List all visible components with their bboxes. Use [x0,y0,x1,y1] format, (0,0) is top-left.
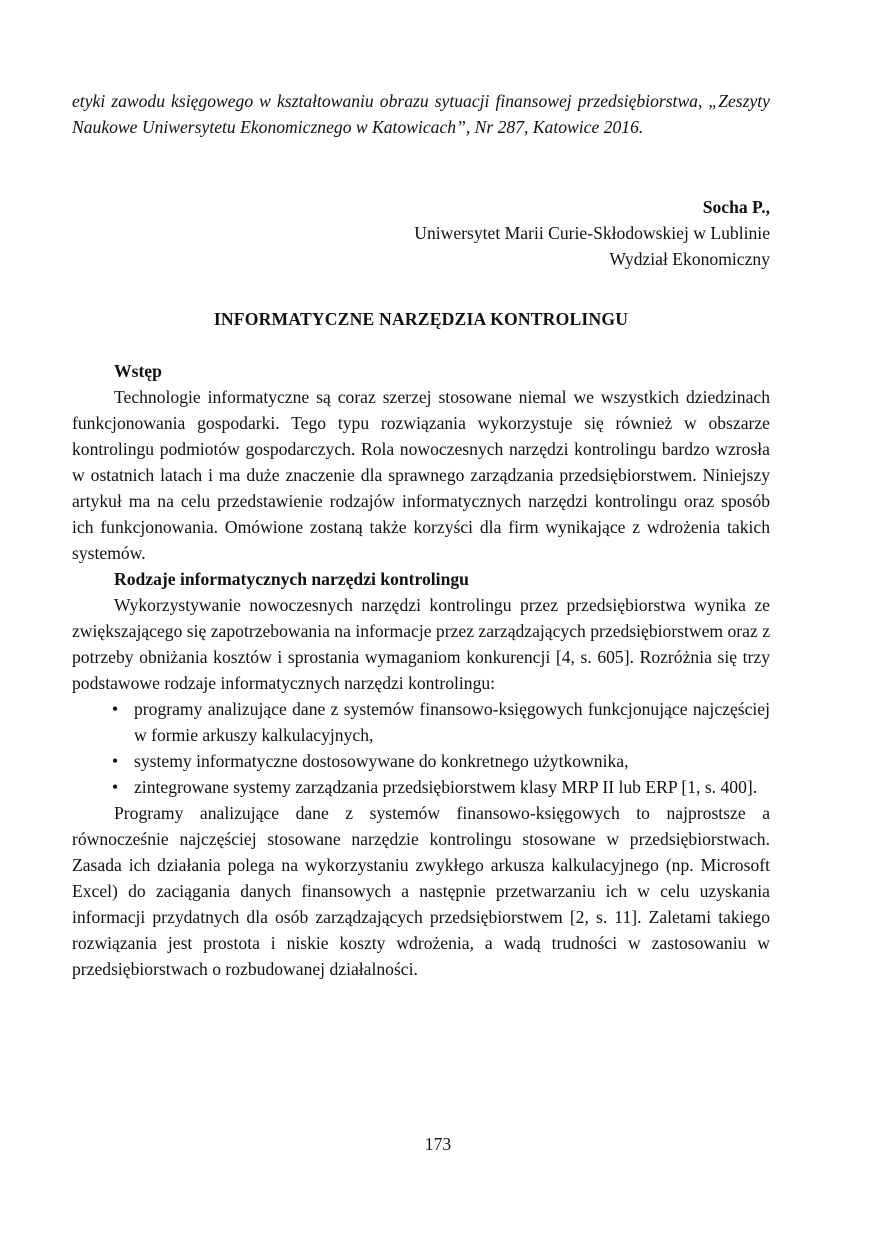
article-title: INFORMATYCZNE NARZĘDZIA KONTROLINGU [213,309,629,329]
section-heading-tool-types: Rodzaje informatycznych narzędzi kontrolingu [114,569,469,589]
list-item [112,774,770,800]
bullet-icon: • [112,751,119,771]
tool-types-paragraph: Wykorzystywanie nowoczesnych narzędzi kontrolingu przez przedsiębiorstwa wynika ze zwiększającego się zapotrzebowania na informacje przez zarządzających przedsiębiorstwem oraz z potrzeby obniżania kosztów i sprostania wymaganiom konkurencji [4, s. 605]. Rozróżnia się trzy podstawowe rodzaje informatycznych narzędzi kontrolingu: [72,595,770,693]
reference-continuation: etyki zawodu księgowego w kształtowaniu obrazu sytuacji finansowej przedsiębiorstwa, „Zeszyty Naukowe Uniwersytetu Ekonomicznego w Katowicach”, Nr 287, Katowice 2016. [72,91,770,137]
section-heading-introduction: Wstęp [114,361,162,381]
list-item [112,696,770,748]
introduction-paragraph: Technologie informatyczne są coraz szerzej stosowane niemal we wszystkich dziedzinach funkcjonowania gospodarki. Tego typu rozwiązania wykorzystuje się również w obszarze kontrolingu podmiotów gospodarczych. Rola nowoczesnych narzędzi kontrolingu bardzo wzrosła w ostatnich latach i ma duże znaczenie dla sprawnego zarządzania przedsiębiorstwem. Niniejszy artykuł ma na celu przedstawienie rodzajów informatycznych narzędzi kontrolingu oraz sposób ich funkcjonowania. Omówione zostaną także korzyści dla firm wynikające z wdrożenia takich systemów. [72,387,770,563]
spreadsheet-programs-paragraph: Programy analizujące dane z systemów finansowo-księgowych to najprostsze a równocześnie najczęściej stosowane narzędzie kontrolingu stosowane w przedsiębiorstwach. Zasada ich działania polega na wykorzystaniu zwykłego arkusza kalkulacyjnego (np. Microsoft Excel) do zaciągania danych finansowych a następnie przetwarzaniu ich w celu uzyskania informacji przydatnych dla osób zarządzających przedsiębiorstwem [2, s. 11]. Zaletami takiego rozwiązania jest prostota i niskie koszty wdrożenia, a wadą trudności w zastosowaniu w przedsiębiorstwach o rozbudowanej działalności. [72,803,770,979]
author-name: Socha P., [702,197,770,217]
list-item-text: systemy informatyczne dostosowywane do konkretnego użytkownika, [134,751,629,771]
bullet-icon: • [112,777,119,797]
author-department: Wydział Ekonomiczny [609,249,770,269]
list-item [112,748,770,774]
list-item-text: zintegrowane systemy zarządzania przedsiębiorstwem klasy MRP II lub ERP [1, s. 400]. [134,777,758,797]
list-item-text: programy analizujące dane z systemów finansowo-księgowych funkcjonujące najczęściej w formie arkuszy kalkulacyjnych, [134,699,770,745]
author-block [72,194,770,272]
author-affiliation: Uniwersytet Marii Curie-Skłodowskiej w Lublinie [414,223,770,243]
page-body [72,88,770,982]
bullet-icon: • [112,699,119,719]
tool-types-list [72,696,770,800]
page-number: 173 [424,1134,452,1154]
